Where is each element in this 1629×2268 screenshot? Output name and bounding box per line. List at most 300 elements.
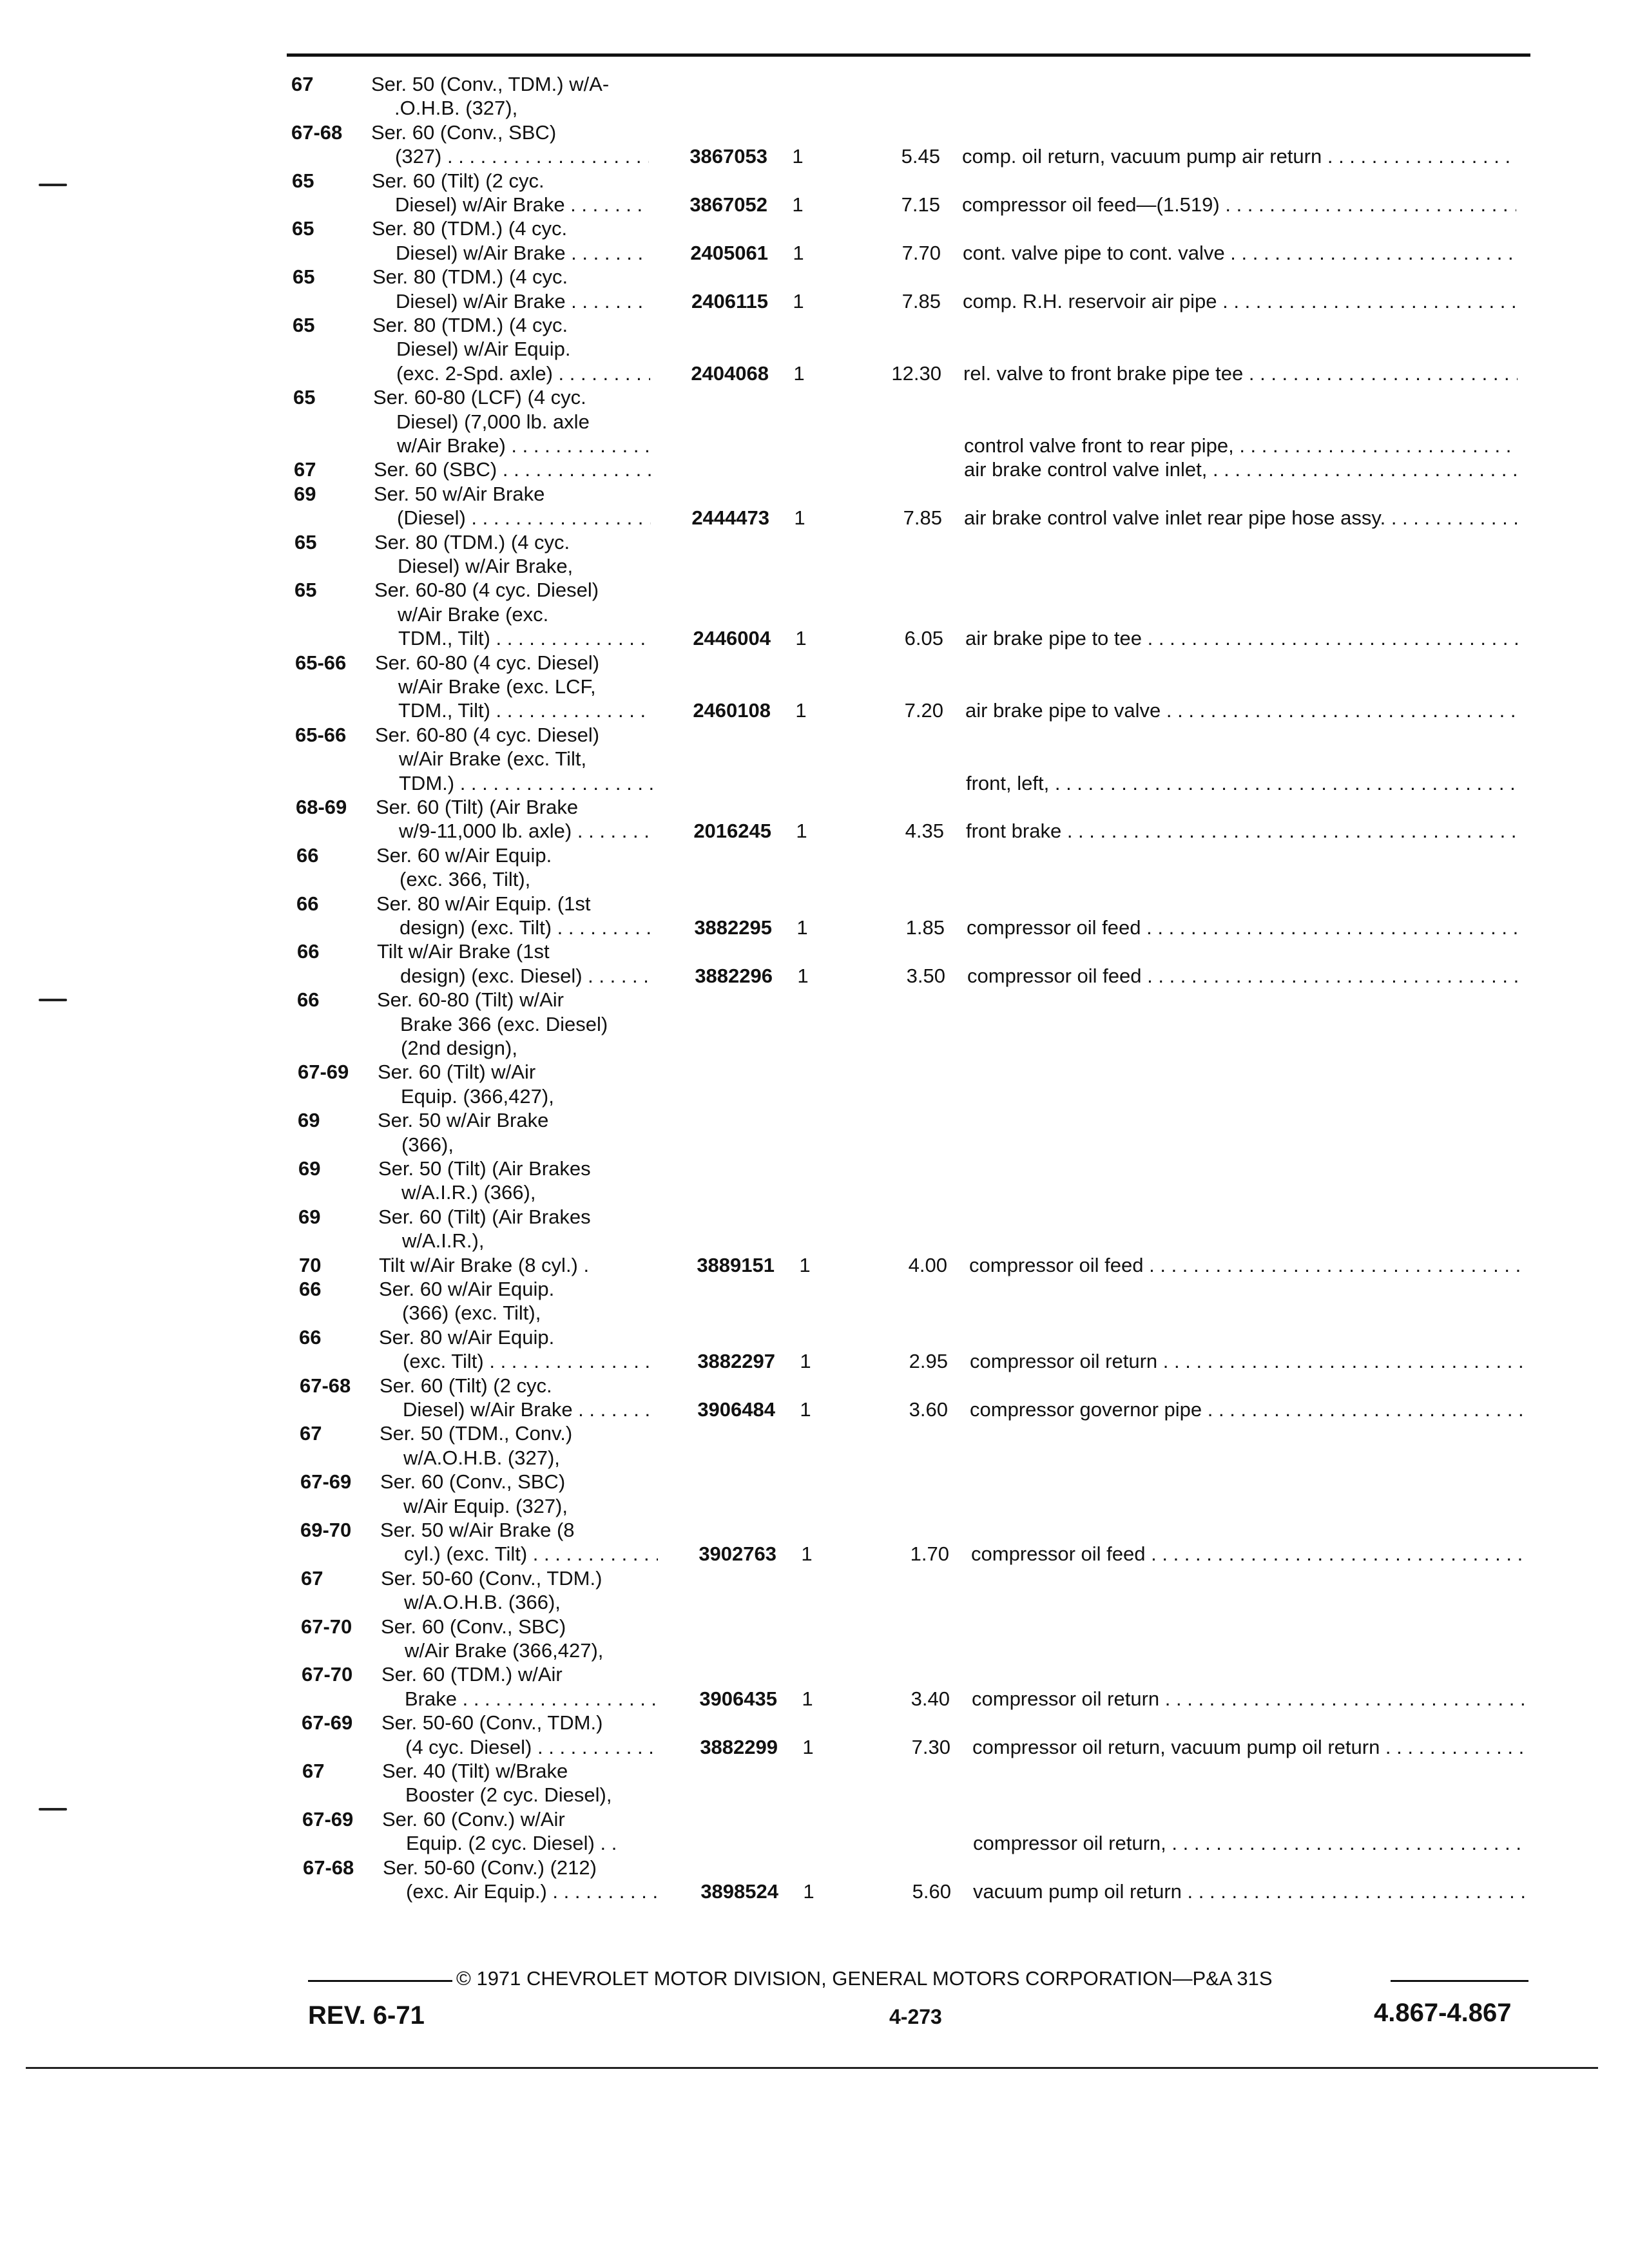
table-row (0, 506, 1629, 530)
application-text: Ser. 80 (TDM.) (4 cyc. (372, 217, 568, 240)
application-text: (Diesel) . . . (397, 506, 651, 529)
description-cell (969, 1253, 1523, 1277)
application-cell (383, 1879, 660, 1903)
page-number: 4-273 (889, 2005, 942, 2028)
model-year: 65 (293, 265, 315, 289)
application-text: cyl.) (exc. Tilt) . . . (404, 1542, 658, 1565)
model-year: 66 (296, 843, 319, 867)
model-year: 69 (294, 482, 316, 505)
table-row (0, 96, 1629, 120)
price: 4.35 (905, 820, 944, 843)
application-text: (exc. 366, Tilt), (400, 868, 531, 891)
application-cell (372, 289, 650, 313)
application-text: (327) . . . (395, 145, 649, 168)
table-row (0, 1157, 1629, 1180)
revision-label: REV. 6-71 (308, 2001, 425, 2030)
application-cell (374, 506, 651, 530)
application-cell (377, 988, 654, 1012)
model-year: 67 (301, 1566, 323, 1590)
description-cell (966, 771, 1520, 795)
price: 4.00 (908, 1253, 947, 1276)
application-cell (380, 1374, 657, 1398)
description-cell (972, 1687, 1526, 1711)
description-text: compressor oil return . . . (970, 1350, 1524, 1372)
application-cell (372, 193, 649, 216)
description-cell (973, 1879, 1527, 1903)
price: 1.85 (905, 916, 945, 939)
price: 3.60 (909, 1398, 948, 1421)
model-year: 69 (298, 1205, 321, 1228)
footer-rule-left (308, 1980, 452, 1982)
application-cell (383, 1856, 660, 1879)
application-text: Ser. 50-60 (Conv., TDM.) (381, 1566, 602, 1590)
table-row (0, 361, 1629, 385)
price: 5.45 (901, 145, 940, 168)
application-text: Ser. 50 (Conv., TDM.) w/A- (371, 73, 610, 95)
application-cell (380, 1349, 657, 1373)
quantity: 1 (792, 193, 804, 216)
application-text: Ser. 60 w/Air Equip. (376, 843, 552, 867)
description-text: air brake pipe to tee . . . (965, 627, 1519, 649)
application-text: TDM., Tilt) . . . (398, 627, 652, 649)
description-cell (966, 819, 1520, 843)
application-text: Ser. 80 w/Air Equip. (1st (376, 892, 591, 915)
table-row (0, 747, 1629, 771)
description-text: compressor oil return, . . . (973, 1832, 1527, 1854)
application-cell (381, 1542, 658, 1566)
application-text: Ser. 50 w/Air Brake (378, 1109, 549, 1132)
application-text: .O.H.B. (327), (394, 97, 518, 120)
table-row (0, 337, 1629, 361)
description-cell (967, 964, 1521, 988)
table-row (0, 1398, 1629, 1421)
application-text: Ser. 80 (TDM.) (4 cyc. (374, 530, 570, 553)
quantity: 1 (792, 145, 804, 168)
part-number: 3889151 (697, 1253, 775, 1276)
table-row (0, 144, 1629, 168)
application-cell (375, 626, 652, 650)
model-year: 67 (300, 1422, 322, 1445)
model-year: 67-69 (298, 1061, 349, 1084)
application-cell (380, 1421, 657, 1445)
description-text: compressor oil feed . . . (971, 1542, 1525, 1565)
section-number: 4.867-4.867 (1374, 1999, 1512, 2027)
table-row (0, 651, 1629, 675)
table-row (0, 410, 1629, 434)
model-year: 67 (291, 73, 314, 95)
table-row (0, 1301, 1629, 1325)
description-cell (964, 457, 1518, 481)
model-year: 67 (302, 1760, 325, 1782)
part-number: 2446004 (693, 627, 771, 650)
description-text: compressor oil feed . . . (967, 965, 1521, 987)
table-row (0, 626, 1629, 650)
application-text: Diesel) w/Air Brake . . . (395, 193, 649, 216)
table-row (0, 602, 1629, 626)
application-text: Ser. 40 (Tilt) w/Brake (382, 1760, 568, 1782)
table-row (0, 1277, 1629, 1301)
table-row (0, 916, 1629, 939)
table-row (0, 169, 1629, 193)
application-cell (373, 337, 650, 361)
application-text: Diesel) w/Air Brake, (398, 555, 574, 577)
application-cell (376, 771, 653, 795)
application-text: w/Air Brake) . . . (397, 434, 651, 457)
price: 7.85 (903, 506, 942, 530)
application-cell (379, 1229, 656, 1253)
application-text: w/Air Brake (exc. Tilt, (399, 747, 587, 771)
table-row (0, 1374, 1629, 1398)
application-text: (exc. Air Equip.) . . . (406, 1880, 660, 1903)
quantity: 1 (800, 1398, 811, 1421)
application-cell (381, 1639, 659, 1662)
model-year: 66 (299, 1325, 322, 1349)
table-row (0, 530, 1629, 554)
application-text: (exc. 2-Spd. axle) . . . (396, 362, 650, 385)
table-row (0, 1639, 1629, 1662)
application-cell (374, 578, 651, 602)
application-text: Diesel) w/Air Equip. (396, 338, 571, 361)
description-text: compressor governor pipe . . . (970, 1398, 1524, 1421)
table-row (0, 482, 1629, 506)
description-text: compressor oil feed . . . (969, 1254, 1523, 1276)
table-row (0, 1036, 1629, 1060)
table-row (0, 892, 1629, 916)
table-row (0, 1349, 1629, 1373)
description-cell (964, 506, 1518, 530)
footer-rule-right (1391, 1980, 1528, 1982)
quantity: 1 (796, 820, 807, 843)
application-text: w/A.I.R.), (402, 1229, 485, 1253)
table-row (0, 939, 1629, 963)
model-year: 65 (292, 217, 314, 240)
application-text: Ser. 50 w/Air Brake (8 (380, 1519, 575, 1541)
part-number: 2405061 (690, 241, 768, 264)
application-cell (371, 72, 648, 96)
model-year: 65-66 (295, 723, 347, 746)
application-text: Ser. 60-80 (4 cyc. Diesel) (374, 579, 599, 602)
table-row (0, 265, 1629, 289)
application-text: (366), (401, 1133, 454, 1156)
price: 7.30 (911, 1735, 950, 1758)
price: 7.85 (901, 289, 941, 312)
application-cell (372, 216, 649, 240)
description-cell (963, 361, 1518, 385)
application-text: TDM.) . . . (399, 772, 653, 794)
application-cell (381, 1566, 658, 1590)
table-row (0, 1759, 1629, 1783)
table-row (0, 1060, 1629, 1084)
table-row (0, 1325, 1629, 1349)
description-text: rel. valve to front brake pipe tee . . . (963, 362, 1518, 385)
application-cell (372, 241, 650, 265)
application-cell (374, 457, 651, 481)
application-text: Equip. (2 cyc. Diesel) . . (406, 1832, 617, 1855)
model-year: 67-69 (300, 1470, 352, 1494)
quantity: 1 (797, 964, 809, 987)
application-text: Ser. 60-80 (LCF) (4 cyc. (373, 386, 586, 409)
model-year: 65 (294, 579, 317, 602)
table-row (0, 1518, 1629, 1542)
description-cell (970, 1349, 1524, 1373)
application-text: design) (exc. Diesel) . . . (400, 965, 654, 987)
price: 7.70 (901, 241, 941, 264)
application-text: Ser. 50 (Tilt) (Air Brakes (378, 1157, 591, 1180)
table-row (0, 193, 1629, 216)
description-cell (971, 1542, 1525, 1566)
model-year: 70 (299, 1253, 322, 1276)
price: 6.05 (904, 627, 943, 650)
application-cell (378, 1180, 655, 1204)
application-text: Ser. 60-80 (Tilt) w/Air (377, 988, 564, 1012)
application-text: design) (exc. Tilt) . . . (400, 916, 653, 939)
part-number: 3867052 (689, 193, 767, 216)
model-year: 69 (298, 1157, 321, 1180)
table-row (0, 1470, 1629, 1494)
copyright-notice: © 1971 CHEVROLET MOTOR DIVISION, GENERAL MOTORS CORPORATION—P&A 31S (456, 1967, 1273, 1990)
application-text: Ser. 60 (Conv., SBC) (371, 120, 557, 144)
part-number: 2016245 (693, 820, 771, 843)
application-cell (371, 96, 648, 120)
application-cell (381, 1711, 659, 1735)
quantity: 1 (799, 1253, 811, 1276)
quantity: 1 (793, 241, 804, 264)
application-text: Ser. 60 (Tilt) (Air Brake (376, 796, 579, 818)
table-row (0, 1711, 1629, 1735)
application-cell (378, 1084, 655, 1108)
description-text: compressor oil feed—(1.519) . . . (962, 193, 1516, 216)
description-cell (965, 626, 1519, 650)
table-row (0, 457, 1629, 481)
part-number: 2444473 (691, 506, 769, 530)
application-cell (375, 698, 652, 722)
application-text: w/Air Equip. (327), (403, 1494, 568, 1517)
table-row (0, 216, 1629, 240)
table-row (0, 578, 1629, 602)
application-cell (379, 1277, 656, 1301)
description-cell (970, 1398, 1524, 1421)
part-number: 3898524 (700, 1880, 778, 1903)
application-text: Brake 366 (exc. Diesel) (400, 1012, 608, 1035)
table-row (0, 1180, 1629, 1204)
application-cell (381, 1687, 659, 1711)
application-text: Ser. 60 (Tilt) (2 cyc. (380, 1374, 552, 1397)
table-row (0, 241, 1629, 265)
quantity: 1 (794, 506, 805, 530)
table-row (0, 554, 1629, 578)
model-year: 67-68 (303, 1856, 354, 1879)
application-cell (380, 1446, 657, 1470)
description-cell (962, 144, 1516, 168)
part-number: 3902763 (699, 1542, 776, 1566)
table-row (0, 1566, 1629, 1590)
table-row (0, 1687, 1629, 1711)
description-text: compressor oil feed . . . (967, 916, 1521, 939)
application-cell (377, 939, 654, 963)
application-cell (378, 1036, 655, 1060)
quantity: 1 (796, 916, 808, 939)
description-cell (962, 193, 1516, 216)
table-row (0, 1205, 1629, 1229)
application-text: Ser. 60 (SBC) . . . (374, 458, 651, 481)
application-cell (383, 1831, 660, 1855)
part-number: 2406115 (691, 289, 768, 312)
model-year: 66 (297, 988, 320, 1012)
application-cell (378, 1060, 655, 1084)
part-number: 3906484 (697, 1398, 775, 1421)
description-text: front, left, . . . (966, 772, 1520, 794)
application-cell (377, 964, 654, 988)
price: 5.60 (912, 1880, 951, 1903)
application-cell (376, 795, 653, 819)
application-cell (382, 1759, 659, 1783)
quantity: 1 (802, 1735, 814, 1758)
table-row (0, 120, 1629, 144)
application-text: (4 cyc. Diesel) . . . (405, 1736, 659, 1758)
description-cell (972, 1735, 1527, 1759)
application-text: Ser. 60 (TDM.) w/Air (381, 1663, 563, 1686)
model-year: 67-68 (291, 120, 343, 144)
application-text: Ser. 60 (Tilt) w/Air (378, 1061, 536, 1084)
model-year: 65 (292, 169, 314, 192)
application-text: Diesel) w/Air Brake . . . (396, 290, 650, 312)
table-row (0, 385, 1629, 409)
model-year: 65 (293, 314, 315, 336)
quantity: 1 (800, 1350, 811, 1373)
application-cell (373, 361, 650, 385)
application-text: Ser. 50 w/Air Brake (374, 482, 545, 505)
part-number: 3867053 (689, 145, 767, 168)
application-cell (376, 867, 653, 891)
table-row (0, 289, 1629, 313)
table-row (0, 1253, 1629, 1277)
quantity: 1 (803, 1880, 815, 1903)
model-year: 67-69 (302, 1807, 354, 1831)
table-row (0, 1494, 1629, 1518)
model-year: 67-70 (301, 1615, 352, 1638)
part-number: 3882299 (700, 1735, 778, 1758)
description-cell (963, 289, 1517, 313)
application-cell (382, 1807, 659, 1831)
price: 7.20 (904, 699, 943, 722)
table-row (0, 698, 1629, 722)
application-cell (379, 1301, 656, 1325)
application-cell (372, 313, 650, 337)
description-text: air brake control valve inlet, . . . (964, 458, 1518, 481)
application-text: Ser. 60 (Tilt) (2 cyc. (372, 169, 545, 192)
table-row (0, 819, 1629, 843)
price: 3.40 (911, 1687, 950, 1710)
application-text: w/Air Brake (366,427), (405, 1639, 604, 1662)
part-number: 3882296 (695, 964, 773, 987)
application-cell (380, 1470, 657, 1494)
application-text: Ser. 80 (TDM.) (4 cyc. (372, 265, 568, 289)
application-cell (373, 385, 650, 409)
description-text: compressor oil return, vacuum pump oil return . . . (972, 1736, 1527, 1758)
table-row (0, 1662, 1629, 1686)
quantity: 1 (802, 1687, 813, 1710)
application-text: w/A.O.H.B. (327), (403, 1446, 560, 1469)
description-cell (964, 434, 1518, 457)
application-cell (376, 843, 653, 867)
top-rule (287, 53, 1530, 57)
description-text: front brake . . . (966, 820, 1520, 842)
application-cell (379, 1325, 656, 1349)
model-year: 67 (294, 458, 316, 481)
application-cell (374, 482, 651, 506)
application-text: Ser. 80 w/Air Equip. (379, 1325, 555, 1349)
application-text: w/9-11,000 lb. axle) . . . (399, 820, 653, 842)
application-text: Ser. 60-80 (4 cyc. Diesel) (375, 651, 600, 674)
application-text: Ser. 50 (TDM., Conv.) (380, 1422, 573, 1445)
application-text: Tilt w/Air Brake (8 cyl.) . (379, 1253, 590, 1276)
application-cell (378, 1133, 655, 1157)
table-row (0, 771, 1629, 795)
application-cell (382, 1735, 659, 1759)
description-text: control valve front to rear pipe, . . . (964, 434, 1518, 457)
part-number: 3906435 (699, 1687, 777, 1710)
model-year: 66 (296, 892, 319, 915)
price: 1.70 (910, 1542, 949, 1566)
application-text: Equip. (366,427), (401, 1084, 554, 1108)
table-row (0, 1783, 1629, 1807)
table-row (0, 1084, 1629, 1108)
model-year: 69-70 (300, 1519, 352, 1541)
model-year: 66 (297, 940, 320, 963)
table-row (0, 1108, 1629, 1132)
application-text: Diesel) w/Air Brake . . . (396, 242, 650, 264)
description-cell (973, 1831, 1527, 1855)
application-text: (366) (exc. Tilt), (402, 1302, 541, 1325)
price: 7.15 (901, 193, 940, 216)
model-year: 67-68 (300, 1374, 351, 1397)
table-row (0, 1807, 1629, 1831)
application-cell (380, 1518, 657, 1542)
application-text: w/A.O.H.B. (366), (404, 1591, 561, 1614)
table-row (0, 1615, 1629, 1639)
model-year: 65-66 (295, 651, 347, 674)
application-cell (372, 144, 649, 168)
price: 2.95 (909, 1350, 948, 1373)
quantity: 1 (795, 699, 807, 722)
model-year: 69 (298, 1109, 320, 1132)
application-cell (374, 554, 651, 578)
bottom-rule (26, 2067, 1598, 2069)
application-cell (382, 1783, 659, 1807)
application-text: Ser. 50-60 (Conv., TDM.) (381, 1711, 603, 1735)
part-number: 3882295 (694, 916, 772, 939)
description-text: air brake pipe to valve . . . (965, 699, 1519, 722)
application-text: TDM., Tilt) . . . (398, 699, 652, 722)
application-cell (376, 892, 653, 916)
description-text: comp. R.H. reservoir air pipe . . . (963, 290, 1517, 312)
description-text: comp. oil return, vacuum pump air return . . . (962, 145, 1516, 168)
application-text: Brake . . . (405, 1687, 659, 1710)
application-cell (374, 434, 651, 457)
application-text: Ser. 60-80 (4 cyc. Diesel) (375, 723, 600, 746)
description-text: vacuum pump oil return . . . (973, 1880, 1527, 1903)
table-row (0, 1879, 1629, 1903)
quantity: 1 (801, 1542, 813, 1566)
application-text: Ser. 60 (Conv., SBC) (381, 1615, 566, 1638)
application-cell (380, 1398, 657, 1421)
table-row (0, 1735, 1629, 1759)
application-text: w/Air Brake (exc. LCF, (398, 675, 596, 698)
quantity: 1 (793, 361, 805, 385)
application-cell (379, 1253, 656, 1277)
table-row (0, 1229, 1629, 1253)
application-text: Ser. 50-60 (Conv.) (212) (383, 1856, 597, 1879)
